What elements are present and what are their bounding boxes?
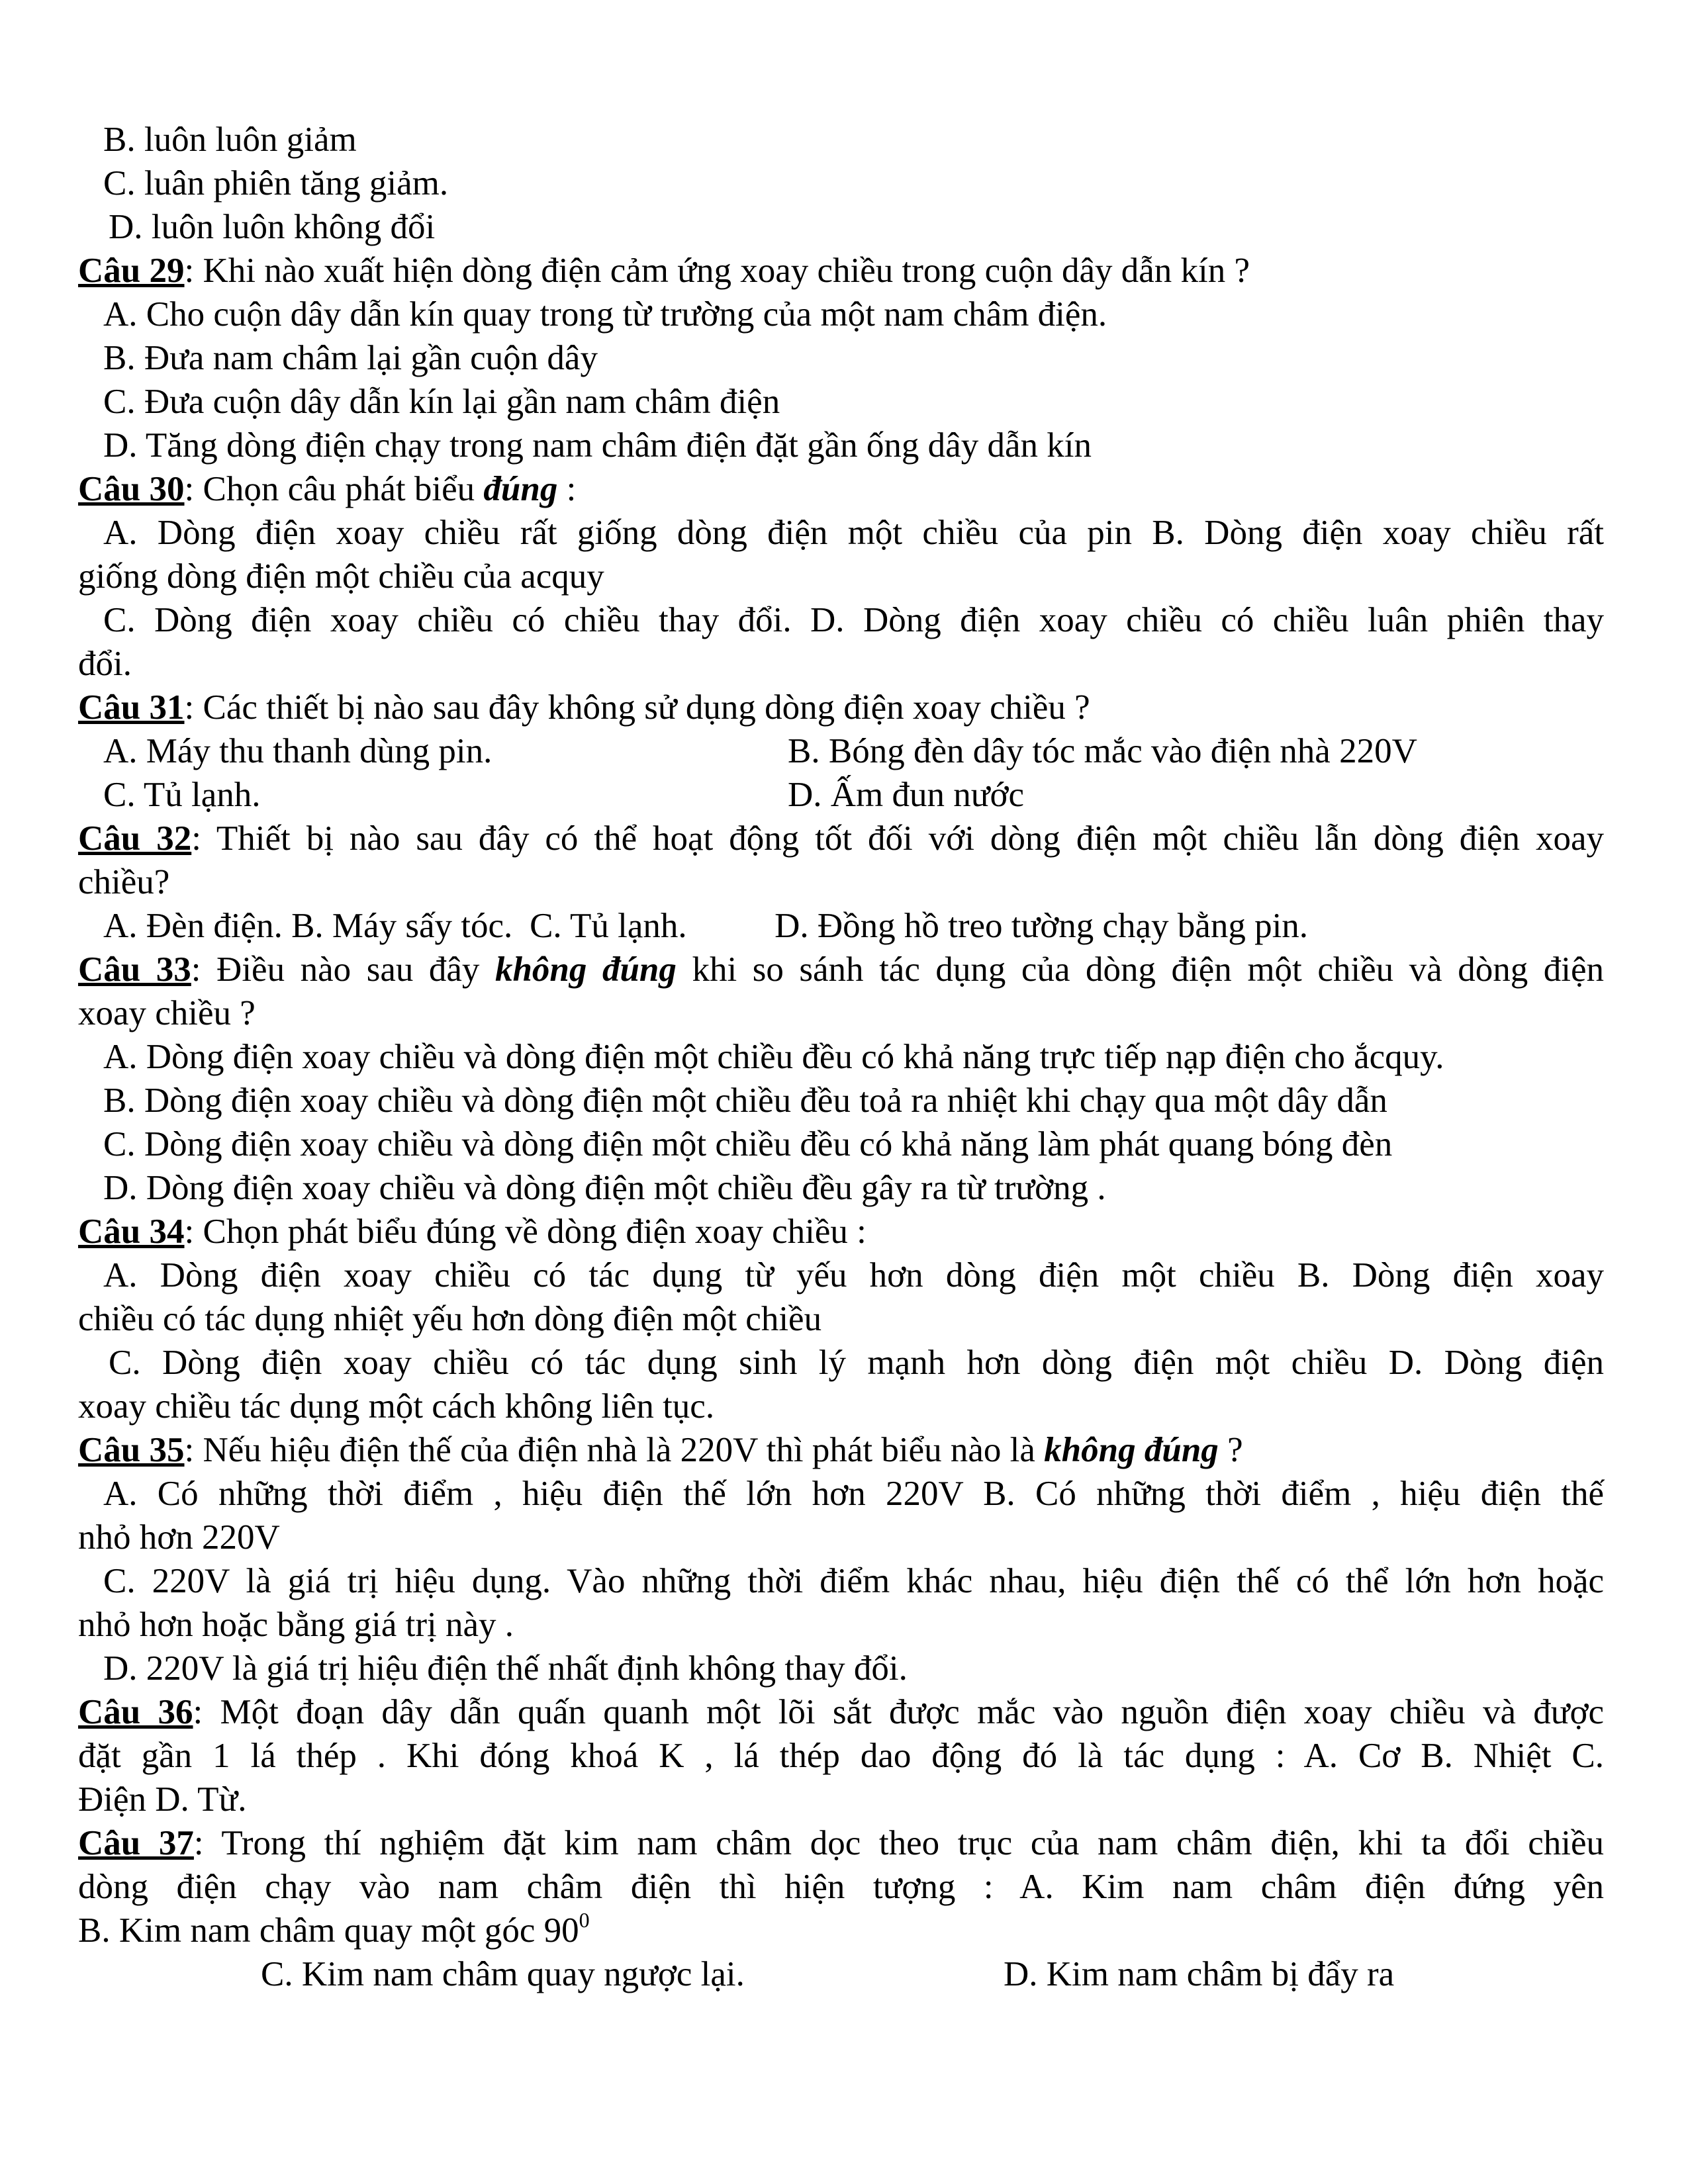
- q35-line-3: C. 220V là giá trị hiệu dụng. Vào những thời điểm khác nhau, hiệu điện thế có thể lớn hơn hoặc: [103, 1562, 1604, 1600]
- question-35-emphasis: không đúng: [1044, 1431, 1219, 1469]
- q35-line-1: A. Có những thời điểm , hiệu điện thế lớn hơn 220V B. Có những thời điểm , hiệu điện thế: [103, 1475, 1604, 1513]
- q33-option-b: B. Dòng điện xoay chiều và dòng điện một chiều đều toả ra nhiệt khi chạy qua một dây dẫn: [103, 1081, 1387, 1120]
- question-32-text-2: chiều?: [78, 863, 170, 901]
- question-35: [78, 1428, 1604, 1472]
- question-36-number: Câu 36: [78, 1693, 193, 1731]
- q31-row-1: [78, 729, 1604, 773]
- question-32-text-1: : Thiết bị nào sau đây có thể hoạt động tốt đối với dòng điện một chiều lẫn dòng điện xoay: [191, 819, 1604, 858]
- q32-option-a: A. Đèn điện.: [103, 907, 283, 945]
- question-32-number: Câu 32: [78, 819, 192, 858]
- q33-option-c: C. Dòng điện xoay chiều và dòng điện một chiều đều có khả năng làm phát quang bóng đèn: [103, 1125, 1393, 1163]
- question-30-text-pre: : Chọn câu phát biểu: [184, 470, 484, 508]
- question-30-emphasis: đúng: [483, 470, 558, 508]
- q29-option-a: A. Cho cuộn dây dẫn kín quay trong từ trường của một nam châm điện.: [103, 295, 1107, 334]
- q34-line-2: chiều có tác dụng nhiệt yếu hơn dòng điện một chiều: [78, 1300, 822, 1338]
- question-37-text-3: [78, 1909, 1604, 1952]
- prev-option-c: C. luân phiên tăng giảm.: [103, 164, 449, 203]
- q31-option-d: D. Ấm đun nước: [788, 776, 1025, 814]
- question-37-number: Câu 37: [78, 1824, 194, 1862]
- question-37-text-2: dòng điện chạy vào nam châm điện thì hiện tượng : A. Kim nam châm điện đứng yên: [78, 1868, 1604, 1906]
- question-31-text: : Các thiết bị nào sau đây không sử dụng dòng điện xoay chiều ?: [184, 688, 1090, 727]
- q30-line-1: A. Dòng điện xoay chiều rất giống dòng điện một chiều của pin B. Dòng điện xoay chiều rất: [103, 514, 1604, 552]
- question-30-text-post: :: [557, 470, 577, 508]
- q29-option-b: B. Đưa nam châm lại gần cuộn dây: [103, 339, 598, 377]
- question-30-number: Câu 30: [78, 470, 185, 508]
- question-33: [78, 948, 1604, 991]
- question-33-number: Câu 33: [78, 950, 191, 989]
- q31-option-c: C. Tủ lạnh.: [103, 776, 261, 814]
- question-36-text-1: : Một đoạn dây dẫn quấn quanh một lõi sắt được mắc vào nguồn điện xoay chiều và được: [193, 1693, 1604, 1731]
- q29-option-d: D. Tăng dòng điện chạy trong nam châm điện đặt gần ống dây dẫn kín: [103, 426, 1092, 465]
- q33-option-d: D. Dòng điện xoay chiều và dòng điện một chiều đều gây ra từ trường .: [103, 1169, 1106, 1207]
- question-35-number: Câu 35: [78, 1431, 185, 1469]
- q34-line-3: C. Dòng điện xoay chiều có tác dụng sinh lý mạnh hơn dòng điện một chiều D. Dòng điện: [109, 1343, 1604, 1382]
- question-32: [78, 817, 1604, 860]
- question-36: [78, 1690, 1604, 1734]
- q34-line-4: xoay chiều tác dụng một cách không liên tục.: [78, 1387, 715, 1426]
- worksheet-page: [78, 118, 1604, 1996]
- q37-row-cd: [78, 1952, 1604, 1996]
- question-36-text-3: Điện D. Từ.: [78, 1780, 247, 1819]
- q32-option-b: B. Máy sấy tóc.: [291, 907, 513, 945]
- q35-line-2: nhỏ hơn 220V: [78, 1518, 280, 1557]
- question-35-text-post: ?: [1218, 1431, 1243, 1469]
- q37-option-c: C. Kim nam châm quay ngược lại.: [261, 1955, 745, 1993]
- question-31: [78, 686, 1604, 729]
- question-34-text: : Chọn phát biểu đúng về dòng điện xoay chiều :: [184, 1212, 867, 1251]
- q31-option-b: B. Bóng đèn dây tóc mắc vào điện nhà 220V: [788, 732, 1417, 770]
- prev-option-d: D. luôn luôn không đổi: [109, 208, 436, 246]
- question-29-text: : Khi nào xuất hiện dòng điện cảm ứng xoay chiều trong cuộn dây dẫn kín ?: [184, 251, 1250, 290]
- question-34: [78, 1210, 1604, 1253]
- q37-option-d: D. Kim nam châm bị đẩy ra: [1004, 1955, 1395, 1993]
- question-37-option-b: B. Kim nam châm quay một góc 90: [78, 1911, 579, 1950]
- q35-line-5: D. 220V là giá trị hiệu điện thế nhất định không thay đổi.: [103, 1649, 908, 1688]
- question-29-number: Câu 29: [78, 251, 185, 290]
- q33-option-a: A. Dòng điện xoay chiều và dòng điện một chiều đều có khả năng trực tiếp nạp điện cho ắcquy.: [103, 1038, 1444, 1076]
- question-31-number: Câu 31: [78, 688, 185, 727]
- question-30: [78, 467, 1604, 511]
- degree-superscript: 0: [579, 1908, 590, 1932]
- question-33-text-2: xoay chiều ?: [78, 994, 256, 1032]
- q31-row-2: [78, 773, 1604, 817]
- q29-option-c: C. Đưa cuộn dây dẫn kín lại gần nam châm điện: [103, 383, 780, 421]
- q34-line-1: A. Dòng điện xoay chiều có tác dụng từ yếu hơn dòng điện một chiều B. Dòng điện xoay: [103, 1256, 1604, 1295]
- q31-option-a: A. Máy thu thanh dùng pin.: [103, 732, 492, 770]
- question-35-text-pre: : Nếu hiệu điện thế của điện nhà là 220V thì phát biểu nào là: [184, 1431, 1045, 1469]
- q32-options: [78, 904, 1604, 948]
- question-33-text-post: khi so sánh tác dụng của dòng điện một chiều và dòng điện: [676, 950, 1604, 989]
- q30-line-4: đổi.: [78, 645, 132, 683]
- question-37-text-1: : Trong thí nghiệm đặt kim nam châm dọc theo trục của nam châm điện, khi ta đổi chiều: [193, 1824, 1604, 1862]
- q30-line-3: C. Dòng điện xoay chiều có chiều thay đổi. D. Dòng điện xoay chiều có chiều luân phiên thay: [103, 601, 1604, 639]
- question-37: [78, 1821, 1604, 1865]
- q35-line-4: nhỏ hơn hoặc bằng giá trị này .: [78, 1606, 514, 1644]
- q32-option-d: D. Đồng hồ treo tường chạy bằng pin.: [774, 907, 1309, 945]
- q30-line-2: giống dòng điện một chiều của acquy: [78, 557, 604, 596]
- prev-option-b: B. luôn luôn giảm: [103, 120, 357, 159]
- question-33-text-pre: : Điều nào sau đây: [191, 950, 495, 989]
- question-36-text-2: đặt gần 1 lá thép . Khi đóng khoá K , lá thép dao động đó là tác dụng : A. Cơ B. Nhiệt C.: [78, 1737, 1604, 1775]
- q32-option-c: C. Tủ lạnh.: [530, 907, 687, 945]
- question-29: [78, 249, 1604, 293]
- question-34-number: Câu 34: [78, 1212, 185, 1251]
- question-33-emphasis: không đúng: [494, 950, 677, 989]
